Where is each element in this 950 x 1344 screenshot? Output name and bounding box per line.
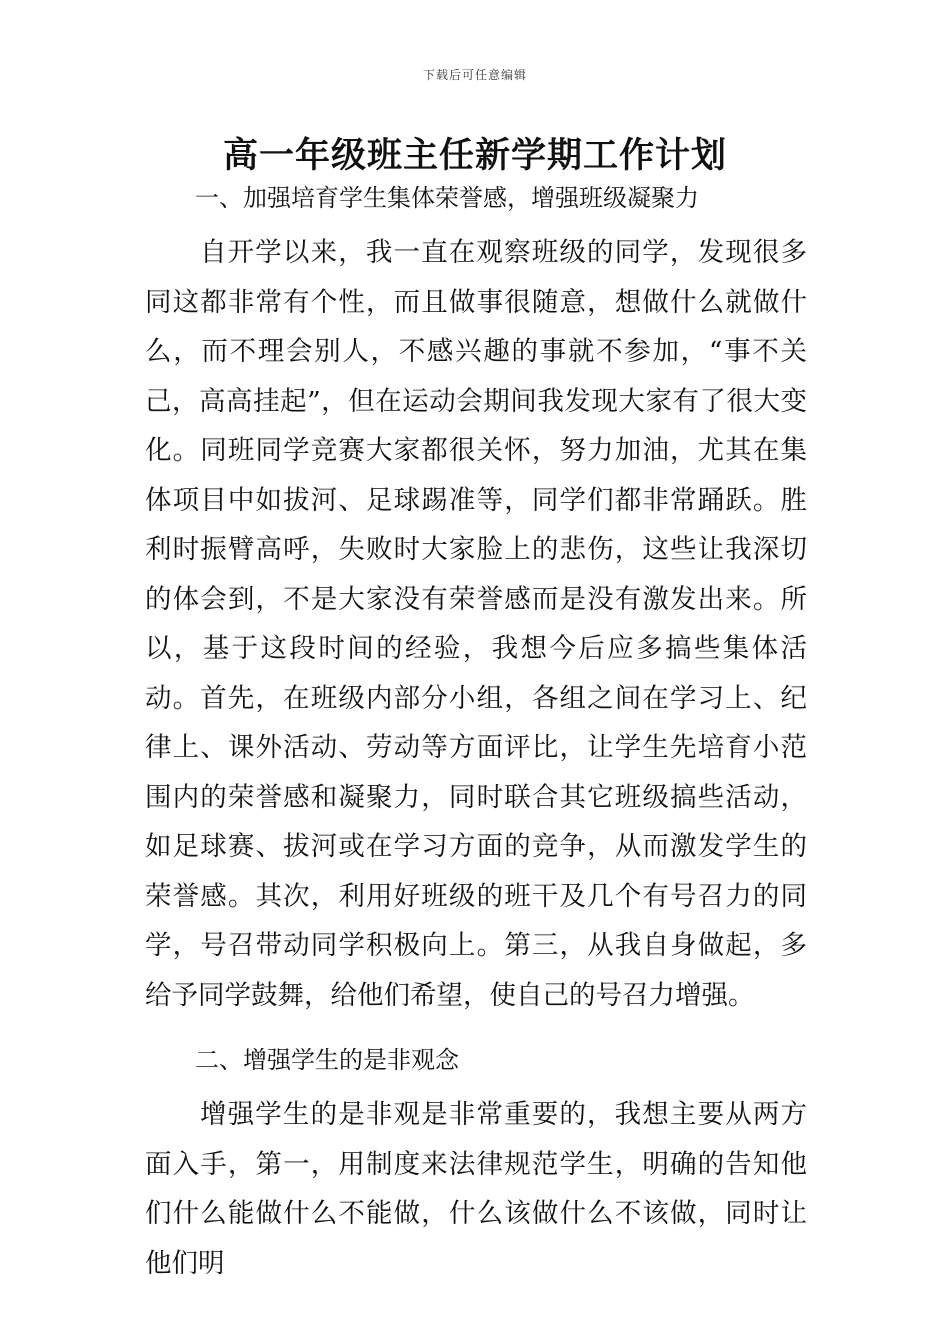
section-heading-2: 二、增强学生的是非观念 [195,1046,459,1074]
document-body [145,180,807,1288]
section-paragraph-1: 自开学以来，我一直在观察班级的同学，发现很多同这都非常有个性，而且做事很随意，想做什么就做什么，而不理会别人，不感兴趣的事就不参加，“事不关己，高高挂起”，但在运动会期间我发现大家有了很大变化。同班同学竞赛大家都很关怀，努力加油，尤其在集体项目中如拔河、足球踢准等，同学们都非常踊跃。胜利时振臂高呼，失败时大家脸上的悲伤，这些让我深切的体会到，不是大家没有荣誉感而是没有激发出来。所以，基于这段时间的经验，我想今后应多搞些集体活动。首先，在班级内部分小组，各组之间在学习上、纪律上、课外活动、劳动等方面评比，让学生先培育小范围内的荣誉感和凝聚力，同时联合其它班级搞些活动，如足球赛、拔河或在学习方面的竞争，从而激发学生的荣誉感。其次，利用好班级的班干及几个有号召力的同学，号召带动同学积极向上。第三，从我自身做起，多给予同学鼓舞，给他们希望，使自己的号召力增强。 [145,237,807,1011]
section-heading-1: 一、加强培育学生集体荣誉感，增强班级凝聚力 [195,184,699,212]
header-note: 下载后可任意编辑 [422,68,527,82]
document-title: 高一年级班主任新学期工作计划 [222,135,727,176]
section-paragraph-2: 增强学生的是非观是非常重要的，我想主要从两方面入手，第一，用制度来法律规范学生，明确的告知他们什么能做什么不能做，什么该做什么不该做，同时让他们明 [145,1099,807,1279]
